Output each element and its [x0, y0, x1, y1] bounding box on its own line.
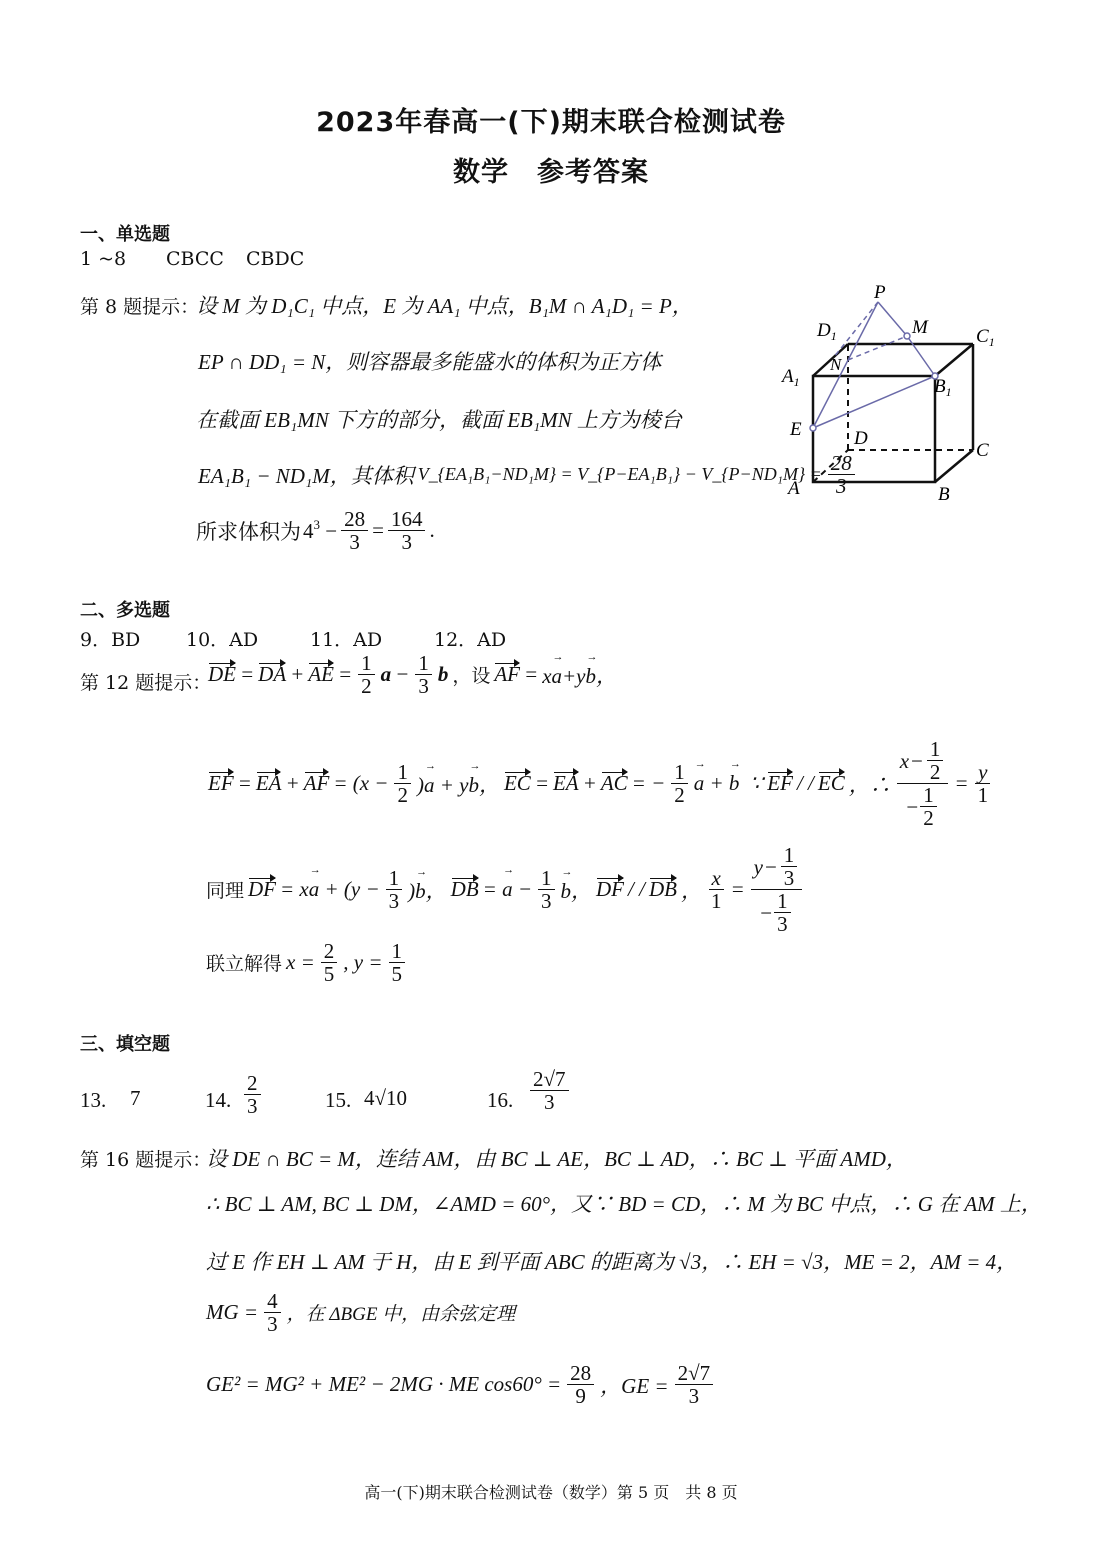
answer-14-value: $\frac{2}{3}$ — [242, 1072, 263, 1117]
answer-9: 9．BD — [80, 629, 141, 651]
edge-B1C1 — [935, 344, 973, 376]
fraction-28-3: $\frac{28}{3}$ — [828, 452, 855, 497]
hint-16-line4: MG = $\frac{4}{3}$ ，在 ΔBGE 中，由余弦定理 — [206, 1289, 516, 1337]
answer-11: 11．AD — [310, 629, 383, 651]
hint-8-frustum-text: EA₁B₁ − ND₁M，其体积 — [198, 463, 414, 488]
label-E: E — [790, 419, 802, 440]
answer-10: 10．AD — [186, 629, 259, 651]
answer-group-1: CBCC — [166, 248, 224, 270]
hint-8-line4 — [198, 452, 857, 497]
hint-12-set-text: ，设 — [452, 666, 491, 688]
label-C1: $C_1$ — [976, 326, 995, 349]
point-E — [810, 425, 816, 431]
period: . — [429, 518, 435, 543]
fraction-164-3: $\frac{164}{3}$ — [388, 508, 426, 553]
section-heading-multi-choice: 二、多选题 — [80, 600, 170, 621]
hint-16-label: 第 16 题提示： — [80, 1149, 212, 1171]
line-NM — [848, 336, 907, 360]
equals-sign: = — [372, 518, 384, 543]
hint-16-cosine-text: ，在 ΔBGE 中，由余弦定理 — [286, 1304, 516, 1326]
answer-15-value: 4√10 — [364, 1086, 408, 1110]
hint-8-line1: 设 M 为 D₁C₁ 中点，E 为 AA₁ 中点，B₁M ∩ A₁D₁ = P， — [196, 294, 693, 318]
label-C: C — [976, 440, 989, 461]
label-B1: $B_1$ — [934, 376, 952, 399]
hint-8-line2: EP ∩ DD₁ = N，则容器最多能盛水的体积为正方体 — [198, 350, 662, 374]
label-M: M — [912, 317, 928, 338]
line-PM — [878, 302, 907, 336]
label-D: D — [854, 428, 868, 449]
page-subtitle: 数学 参考答案 — [453, 157, 649, 188]
hint-8-result-text: 所求体积为 — [196, 519, 301, 544]
hint-8-line3: 在截面 EB₁MN 下方的部分，截面 EB₁MN 上方为棱台 — [196, 408, 682, 432]
answer-15-label: 15. — [325, 1088, 352, 1112]
line-EB1 — [813, 376, 935, 428]
label-A1: $A_1$ — [782, 366, 800, 389]
label-D1: $D_1$ — [817, 320, 837, 343]
hint-8-line5 — [196, 508, 435, 553]
hint-12-line2: EF = EA + AF = (x − $\frac{1}{2}$ )a → + yb →， EC = EA + AC = − $\frac{1}{2}$ a → + b → ∵ EF / / EC ，∴ x − $\frac{1}{2}$ − $\frac{1}{2}$ = $\frac{y}{1}$ — [208, 738, 993, 829]
hint-16-line3: 过 E 作 EH ⊥ AM 于 H，由 E 到平面 ABC 的距离为 √3，∴ EH = √3，ME = 2，AM = 4， — [206, 1250, 1018, 1274]
hint-12-line3: 同理 DF = xa → + (y − $\frac{1}{3}$ )b →， DB = a → − $\frac{1}{3}$ b →， DF / / DB ， $\frac{x}{1}$ = y − $\frac{1}{3}$ − $\frac{1}{3}$ — [206, 844, 804, 935]
hint-16-line1: 设 DE ∩ BC = M，连结 AM，由 BC ⊥ AE，BC ⊥ AD，∴ BC ⊥ 平面 AMD， — [206, 1147, 907, 1171]
hint-16-line2: ∴ BC ⊥ AM, BC ⊥ DM，∠AMD = 60°，又∵ BD = CD，∴ M 为 BC 中点，∴ G 在 AM 上， — [206, 1192, 1042, 1216]
hint-8-volume-formula: V_{EA₁B₁−ND₁M} = V_{P−EA₁B₁} − V_{P−ND₁M} = — [417, 464, 822, 485]
fraction-28-3-b: $\frac{28}{3}$ — [341, 508, 368, 553]
hint-8-power: $4^3$ − — [303, 517, 338, 544]
cube-figure — [770, 280, 1010, 510]
label-B: B — [938, 484, 950, 505]
section-heading-fill-blank: 三、填空题 — [80, 1034, 170, 1055]
section-heading-single-choice: 一、单选题 — [80, 224, 170, 245]
hint-12-label: 第 12 题提示： — [80, 672, 212, 694]
label-A: A — [788, 478, 800, 499]
page-title: 2023年春高一(下)期末联合检测试卷 — [316, 107, 786, 138]
ge-equals-text: ，GE = — [600, 1373, 669, 1398]
answer-13-label: 13. — [80, 1088, 107, 1112]
answer-12: 12．AD — [434, 629, 507, 651]
label-N: N — [830, 355, 842, 374]
hint-12-line4: 联立解得 x = $\frac{2}{5}$ , y = $\frac{1}{5}$ — [206, 940, 407, 985]
hint-16-line5: GE² = MG² + ME² − 2MG · ME cos60° = $\frac{28}{9}$ ，GE = $\frac{2√7}{3}$ — [206, 1362, 715, 1407]
ge-squared-formula: GE² = MG² + ME² − 2MG · ME cos60° = — [206, 1372, 562, 1397]
answer-16-label: 16. — [487, 1088, 514, 1112]
line-PA1D1 — [834, 302, 878, 357]
hint-12-same-text: 同理 — [206, 881, 245, 903]
answer-14-label: 14. — [205, 1088, 232, 1112]
answer-13-value: 7 — [130, 1086, 141, 1110]
mg-equals: MG = — [206, 1300, 259, 1325]
edge-AD — [813, 450, 848, 482]
label-P: P — [874, 282, 886, 303]
hint-12-line1: DE = DA + AE = $\frac{1}{2}$ a − $\frac{1}{3}$ b ，设 AF = xa →+yb →， — [208, 652, 617, 697]
answer-range-1-8: 1 ~8 — [80, 248, 127, 270]
hint-12-solve-text: 联立解得 — [206, 954, 283, 976]
line-MB1 — [907, 336, 935, 376]
page-footer: 高一(下)期末联合检测试卷（数学）第 5 页 共 8 页 — [364, 1483, 738, 1502]
answer-16-value: $\frac{2√7}{3}$ — [528, 1068, 571, 1113]
answer-group-2: CBDC — [246, 248, 305, 270]
edge-BC — [935, 450, 973, 482]
point-M — [904, 333, 910, 339]
hint-8-label: 第 8 题提示： — [80, 296, 200, 318]
